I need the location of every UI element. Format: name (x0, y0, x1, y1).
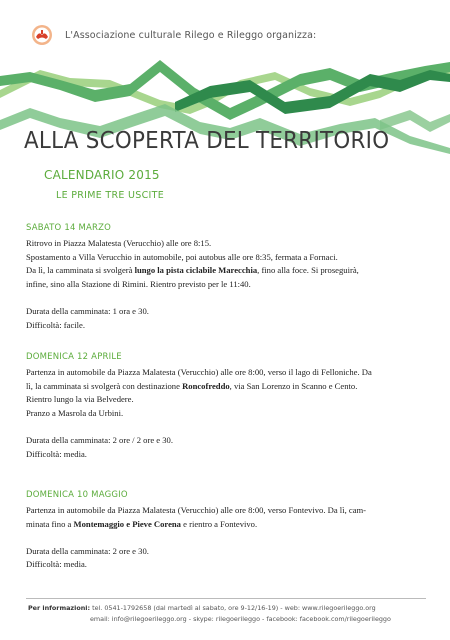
description-line (26, 393, 426, 407)
footer-label: Per informazioni: (28, 604, 91, 612)
event-difficulty: Difficoltà: media. (26, 448, 87, 459)
text-run: , fino alla foce. Si proseguirà, (257, 265, 359, 276)
event-description (26, 504, 426, 531)
page-title: ALLA SCOPERTA DEL TERRITORIO (24, 128, 390, 154)
footer-contacts-line2[interactable]: email: info@rilegoerileggo.org - skype: rilegoerileggo - facebook: facebook.com/rilegoerileggo (90, 615, 391, 623)
highlighted-place: Montemaggio e Pieve Corena (73, 518, 181, 529)
description-line (26, 278, 426, 292)
highlighted-place: lungo la pista ciclabile Marecchia (134, 265, 258, 276)
event-section (26, 223, 426, 332)
text-run: Spostamento a Villa Verucchio in automobile, poi autobus alle ore 8:35, fermata a Fornaci. (26, 251, 338, 262)
text-run: Ritrovo in Piazza Malatesta (Verucchio) alle ore 8:15. (26, 238, 212, 248)
text-run: , via San Lorenzo in Scanno e Cento. (229, 380, 358, 391)
event-duration: Durata della camminata: 2 ore e 30. (26, 545, 149, 556)
description-line (26, 407, 426, 421)
first-outings-subtitle: LE PRIME TRE USCITE (56, 190, 165, 201)
description-line (26, 366, 426, 380)
organization-header: L'Associazione culturale Rilego e Rileggo organizza: (65, 30, 317, 41)
event-duration: Durata della camminata: 2 ore / 2 ore e 30. (26, 434, 173, 445)
highlighted-place: Roncofreddo (182, 380, 230, 391)
description-line (26, 504, 426, 518)
event-section (26, 490, 426, 572)
event-description (26, 366, 426, 420)
text-run: Da lì, la camminata si svolgerà (26, 265, 135, 276)
calendar-subtitle: CALENDARIO 2015 (44, 168, 160, 182)
text-run: Partenza in automobile da Piazza Malatesta (Verucchio) alle ore 8:00, verso il lago di Felloniche. Da (26, 367, 372, 377)
footer-contacts-line1[interactable]: tel. 0541-1792658 (dal martedì al sabato, ore 9-12/16-19) - web: www.rilegoerileggo.org (92, 604, 376, 612)
text-run: infine, sino alla Stazione di Rimini. Rientro previsto per le 11:40. (26, 278, 251, 289)
event-section (26, 352, 426, 461)
association-logo (31, 24, 53, 46)
event-difficulty: Difficoltà: media. (26, 559, 87, 570)
event-duration: Durata della camminata: 1 ora e 30. (26, 305, 149, 316)
text-run: minata fino a (26, 518, 74, 529)
text-run: e rientro a Fontevivo. (180, 518, 258, 529)
description-line (26, 380, 426, 394)
text-run: lì, la camminata si svolgerà con destinazione (26, 380, 183, 391)
event-date: DOMENICA 10 MAGGIO (26, 490, 128, 500)
footer-divider (26, 598, 426, 599)
text-run: Partenza in automobile da Piazza Malatesta (Verucchio) alle ore 8:00, verso Fontevivo. Da lì, cam- (26, 505, 367, 515)
description-line (26, 251, 426, 265)
event-date: DOMENICA 12 APRILE (26, 352, 122, 362)
footer-info (28, 603, 448, 625)
event-difficulty: Difficoltà: facile. (26, 319, 86, 330)
description-line (26, 518, 426, 532)
event-description (26, 237, 426, 291)
event-date: SABATO 14 MARZO (26, 223, 112, 233)
text-run: Rientro lungo la via Belvedere. (26, 394, 134, 405)
description-line (26, 264, 426, 278)
description-line (26, 237, 426, 251)
text-run: Pranzo a Masrola da Urbini. (26, 407, 124, 418)
